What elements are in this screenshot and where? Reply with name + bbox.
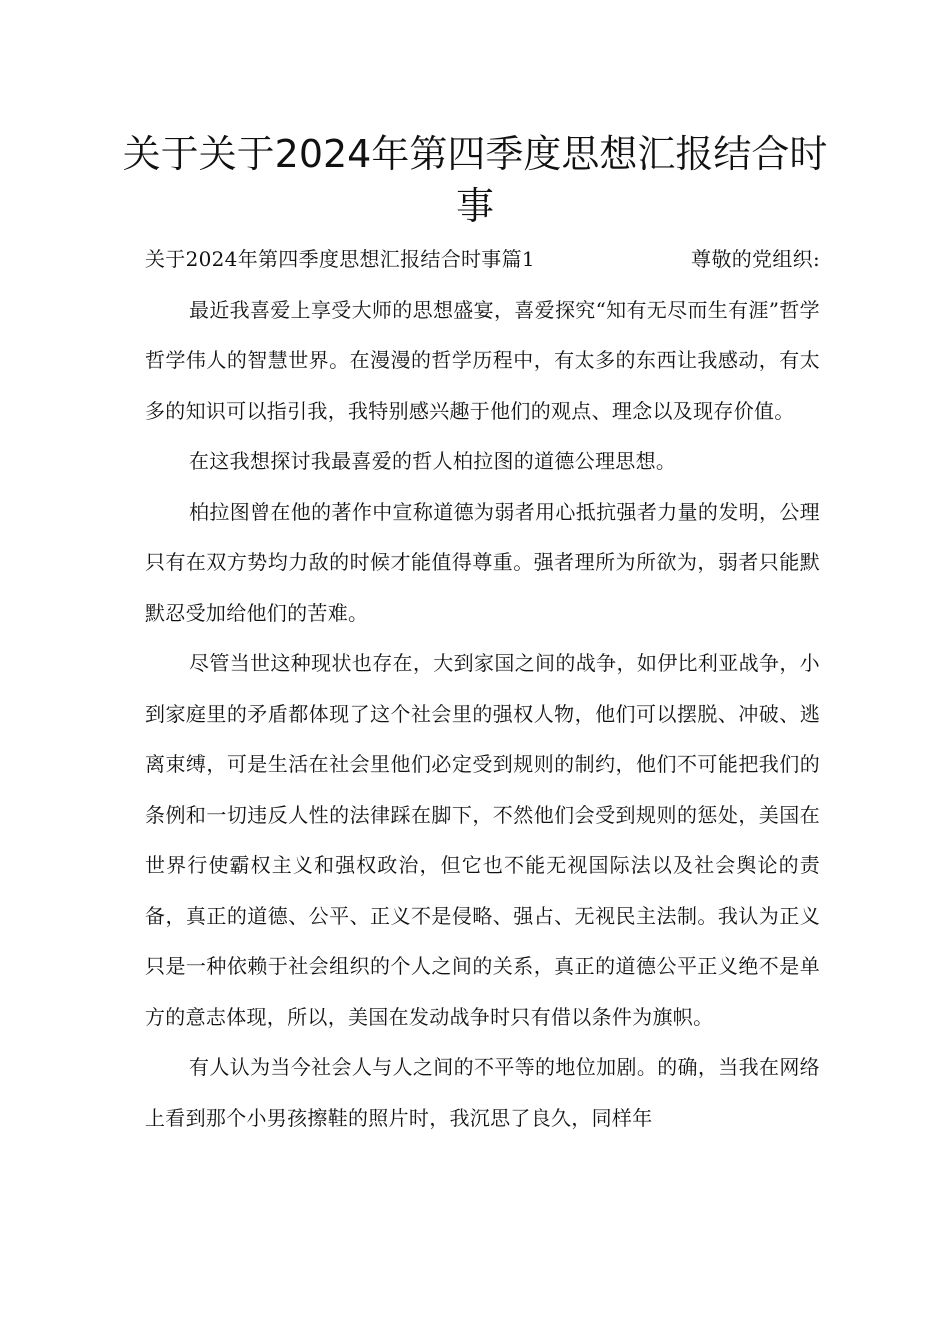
- paragraph: 最近我喜爱上享受大师的思想盛宴，喜爱探究“知有无尽而生有涯”哲学哲学伟人的智慧世界。在漫漫的哲学历程中，有太多的东西让我感动，有太多的知识可以指引我，我特别感兴趣于他们的观点、理念以及现存价值。: [145, 297, 820, 423]
- paragraph: 在这我想探讨我最喜爱的哲人柏拉图的道德公理思想。: [189, 449, 677, 473]
- salutation: 尊敬的党组织:: [691, 247, 820, 271]
- paragraph: 柏拉图曾在他的著作中宣称道德为弱者用心抵抗强者力量的发明，公理只有在双方势均力敌的时候才能值得尊重。强者理所为所欲为，弱者只能默默忍受加给他们的苦难。: [145, 499, 820, 625]
- section-heading-line: [145, 234, 820, 285]
- paragraph: 尽管当世这种现状也存在，大到家国之间的战争，如伊比利亚战争，小到家庭里的矛盾都体现了这个社会里的强权人物，他们可以摆脱、冲破、逃离束缚，可是生活在社会里他们必定受到规则的制约，他们不可能把我们的条例和一切违反人性的法律踩在脚下，不然他们会受到规则的惩处，美国在世界行使霸权主义和强权政治，但它也不能无视国际法以及社会舆论的责备，真正的道德、公平、正义不是侵略、强占、无视民主法制。我认为正义只是一种依赖于社会组织的个人之间的关系，真正的道德公平正义绝不是单方的意志体现，所以，美国在发动战争时只有借以条件为旗帜。: [145, 651, 820, 1029]
- document-body: [145, 234, 820, 1143]
- paragraph: 有人认为当今社会人与人之间的不平等的地位加剧。的确，当我在网络上看到那个小男孩擦鞋的照片时，我沉思了良久，同样年: [145, 1055, 820, 1130]
- document-title: 关于关于2024年第四季度思想汇报结合时事: [122, 132, 828, 228]
- section-heading: 关于2024年第四季度思想汇报结合时事篇1: [145, 247, 535, 271]
